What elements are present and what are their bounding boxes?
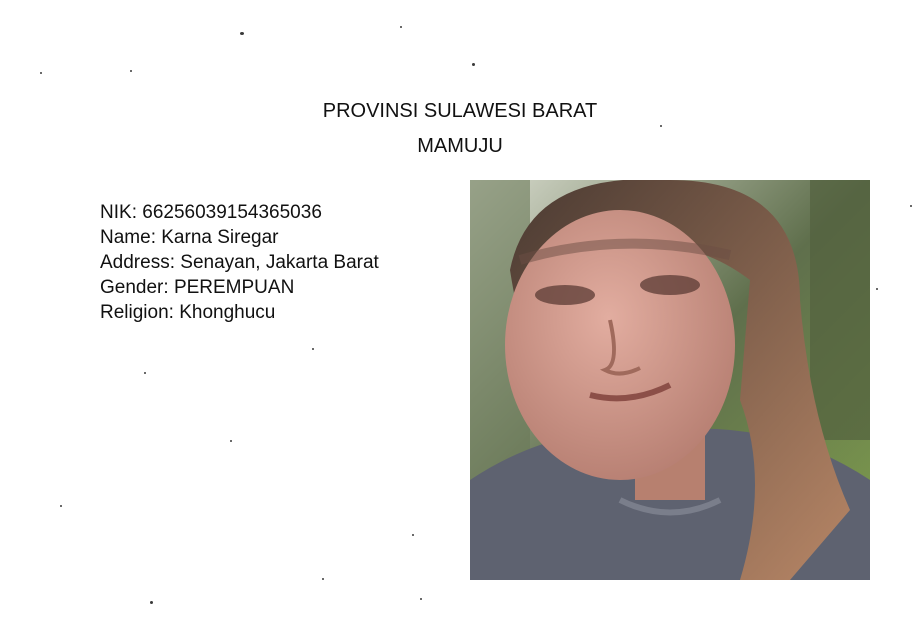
religion-row: Religion: Khonghucu xyxy=(100,302,276,323)
dust-speck xyxy=(876,288,878,290)
nik-label: NIK xyxy=(100,202,132,223)
dust-speck xyxy=(420,598,422,600)
city-heading: MAMUJU xyxy=(417,135,503,157)
dust-speck xyxy=(230,440,232,442)
province-heading: PROVINSI SULAWESI BARAT xyxy=(322,100,598,122)
gender-row: Gender: PEREMPUAN xyxy=(100,277,295,298)
dust-speck xyxy=(40,72,42,74)
dust-speck xyxy=(240,32,244,35)
dust-speck xyxy=(150,601,153,604)
left-eye xyxy=(535,285,595,305)
nik-row: NIK: 66256039154365036 xyxy=(100,202,322,223)
right-eye xyxy=(640,275,700,295)
dust-speck xyxy=(472,63,475,66)
dust-speck xyxy=(660,125,662,127)
name-row: Name: Karna Siregar xyxy=(100,227,279,248)
religion-value: Khonghucu xyxy=(179,302,276,323)
gender-value: PEREMPUAN xyxy=(173,277,295,298)
dust-speck xyxy=(910,205,912,207)
portrait-photo xyxy=(470,180,870,580)
dust-speck xyxy=(400,26,402,28)
religion-label: Religion xyxy=(100,302,169,323)
gender-label: Gender xyxy=(100,277,164,298)
dust-speck xyxy=(412,534,414,536)
identity-fields xyxy=(100,200,379,325)
address-label: Address xyxy=(100,252,170,273)
dust-speck xyxy=(130,70,132,72)
dust-speck xyxy=(60,505,62,507)
right-foliage xyxy=(810,180,870,440)
portrait-illustration xyxy=(470,180,870,580)
nik-value: 66256039154365036 xyxy=(142,202,322,223)
dust-speck xyxy=(322,578,324,580)
dust-speck xyxy=(144,372,146,374)
dust-speck xyxy=(312,348,314,350)
name-label: Name xyxy=(100,227,151,248)
name-value: Karna Siregar xyxy=(161,227,279,248)
address-value: Senayan, Jakarta Barat xyxy=(180,252,379,273)
address-row: Address: Senayan, Jakarta Barat xyxy=(100,252,379,273)
